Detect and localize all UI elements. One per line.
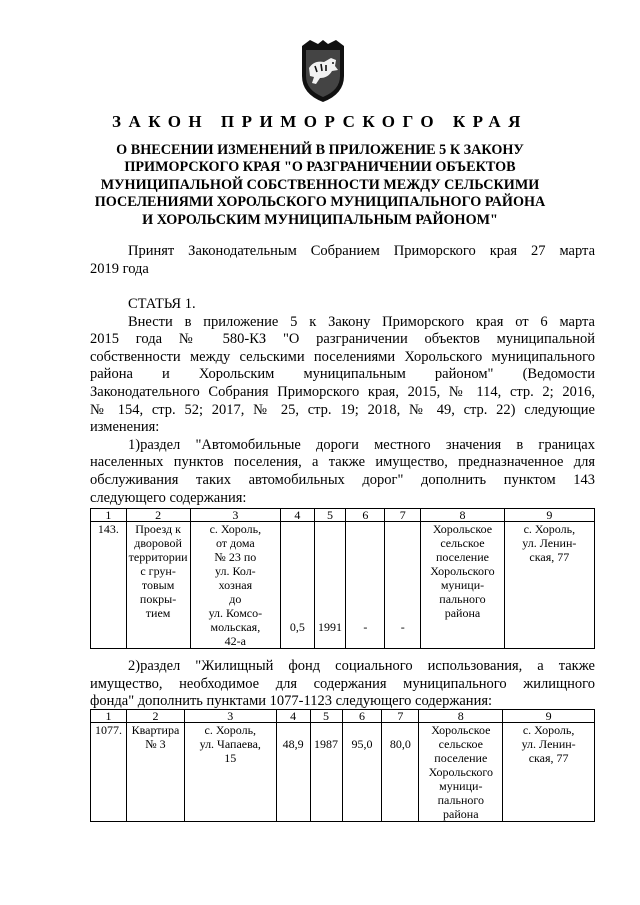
cell-line: Квартира [131,723,180,737]
cell-line: территории [128,550,188,564]
subtitle-line: МУНИЦИПАЛЬНОЙ СОБСТВЕННОСТИ МЕЖДУ СЕЛЬСКИМИ [100,176,540,193]
cell-line: хозная [218,578,253,592]
length-cell: 0,5 [281,522,314,649]
owner-cell [421,522,504,649]
cell-line: сельское [440,536,485,550]
row-number: 143. [91,522,127,649]
address-cell [190,522,281,649]
cell-line: покры- [139,592,177,606]
paragraph-line: № 154, стр. 52; 2017, № 25, стр. 19; 2018, № 49, стр. 22) следующие [90,401,595,418]
cell-line: с грун- [140,564,176,578]
column-header: 1 [91,509,127,522]
column-header: 8 [421,509,504,522]
column-header: 6 [346,509,385,522]
coat-of-arms-icon [298,40,348,102]
paragraph-line: населенных пунктов поселения, а также имущество, предназначенное для [90,454,595,471]
row-number: 1077. [91,723,127,822]
cell-line: Хорольское [432,522,493,536]
column-header: 7 [382,710,419,723]
value-cell: - [385,522,421,649]
paragraph-line: 2019 года [90,260,149,277]
cell-line: товым [141,578,175,592]
table-header-row [91,509,595,522]
paragraph-line: фонда" дополнить пунктами 1077-1123 следующего содержания: [90,693,493,710]
cell-line: № 3 [145,737,166,751]
cell-line: Хорольского [430,564,495,578]
subtitle-line: О ВНЕСЕНИИ ИЗМЕНЕНИЙ В ПРИЛОЖЕНИЕ 5 К ЗАКОНУ [116,142,524,158]
subtitle-line: ПОСЕЛЕНИЯМИ ХОРОЛЬСКОГО МУНИЦИПАЛЬНОГО РАЙОНА [94,194,546,211]
cell-line: № 23 по [214,550,257,564]
area-cell: 48,9 [276,723,310,822]
subtitle-line: ПРИМОРСКОГО КРАЯ "О РАЗГРАНИЧЕНИИ ОБЪЕКТОВ [124,159,516,176]
paragraph-line: Принят Законодательным Собранием Приморского края 27 марта [128,243,595,259]
table-row [91,723,595,822]
cell-line: с. Хороль, [522,723,575,737]
paragraph-line: обслуживания таких автомобильных дорог" дополнить пунктом 143 [90,471,595,488]
object-name-cell [126,723,184,822]
cell-line: 15 [224,751,237,765]
table-header-row [91,710,595,723]
location-cell [503,723,595,822]
paragraph-line: Законодательного Собрания Приморского края, 2015, № 114, стр. 2; 2016, [90,383,595,400]
cell-line: с. Хороль, [204,723,257,737]
cell-line: района [443,807,479,821]
cell-line: ская, 77 [528,751,569,765]
cell-line: с. Хороль, [209,522,262,536]
column-header: 6 [342,710,382,723]
paragraph-line: имущество, необходимое для содержания муниципального жилищного [90,675,595,692]
year-cell: 1991 [314,522,346,649]
table-row [91,522,595,649]
column-header: 9 [503,710,595,723]
cell-line: от дома [215,536,255,550]
cell-line: тием [145,606,171,620]
paragraph-line: Внести в приложение 5 к Закону Приморского края от 6 марта [128,313,595,330]
cell-line: мольская, [210,620,261,634]
location-cell [504,522,594,649]
column-header: 5 [314,509,346,522]
column-header: 4 [281,509,314,522]
subtitle-line: И ХОРОЛЬСКИМ МУНИЦИПАЛЬНЫМ РАЙОНОМ" [142,211,498,228]
column-header: 3 [184,710,276,723]
column-header: 7 [385,509,421,522]
cell-line: ул. Чапаева, [199,737,261,751]
cell-line: поселение [434,751,488,765]
cell-line: ул. Ленин- [521,737,576,751]
paragraph-line: следующего содержания: [90,489,247,506]
cell-line: пального [437,793,484,807]
column-header: 1 [91,710,127,723]
paragraph-line: 2)раздел "Жилищный фонд социального использования, а также [128,658,595,674]
value-cell: 95,0 [342,723,382,822]
cell-line: Хорольского [428,765,493,779]
cell-line: до [229,592,242,606]
cell-line: ул. Кол- [214,564,256,578]
cell-line: поселение [435,550,489,564]
cell-line: с. Хороль, [523,522,576,536]
column-header: 2 [126,710,184,723]
cell-line: ул. Ленин- [522,536,577,550]
paragraph-line: района и Хорольским муниципальным районом" (Ведомости [90,366,595,383]
article-paragraph [90,296,595,507]
address-cell [184,723,276,822]
cell-line: ская, 77 [529,550,570,564]
value-cell: - [346,522,385,649]
paragraph-line: 2015 года № 580-КЗ "О разграничении объектов муниципальной [90,331,595,348]
column-header: 2 [126,509,190,522]
column-header: 4 [276,710,310,723]
value-cell: 80,0 [382,723,419,822]
law-subtitle [80,142,560,229]
cell-line: муници- [440,578,485,592]
cell-line: района [444,606,481,620]
cell-line: 42-а [224,634,246,648]
cell-line: дворовой [134,536,182,550]
cell-line: ул. Комсо- [208,606,263,620]
article-heading: СТАТЬЯ 1. [128,296,196,312]
cell-line: Хорольское [431,723,491,737]
housing-table [90,709,595,822]
cell-line: Проезд к [135,522,181,536]
paragraph-line: собственности между сельскими поселениями Хорольского муниципального [90,348,595,365]
cell-line: пального [439,592,486,606]
column-header: 8 [419,710,503,723]
column-header: 3 [190,509,281,522]
column-header: 5 [310,710,342,723]
object-name-cell [126,522,190,649]
owner-cell [419,723,503,822]
roads-table [90,508,595,649]
year-cell: 1987 [310,723,342,822]
paragraph-line: 1)раздел "Автомобильные дороги местного значения в границах [128,436,595,453]
cell-line: муници- [439,779,483,793]
adoption-paragraph [90,243,595,278]
law-title: ЗАКОН ПРИМОРСКОГО КРАЯ [112,112,528,131]
cell-line: сельское [438,737,483,751]
paragraph-line: изменения: [90,419,160,436]
item2-paragraph [90,658,595,711]
column-header: 9 [504,509,594,522]
